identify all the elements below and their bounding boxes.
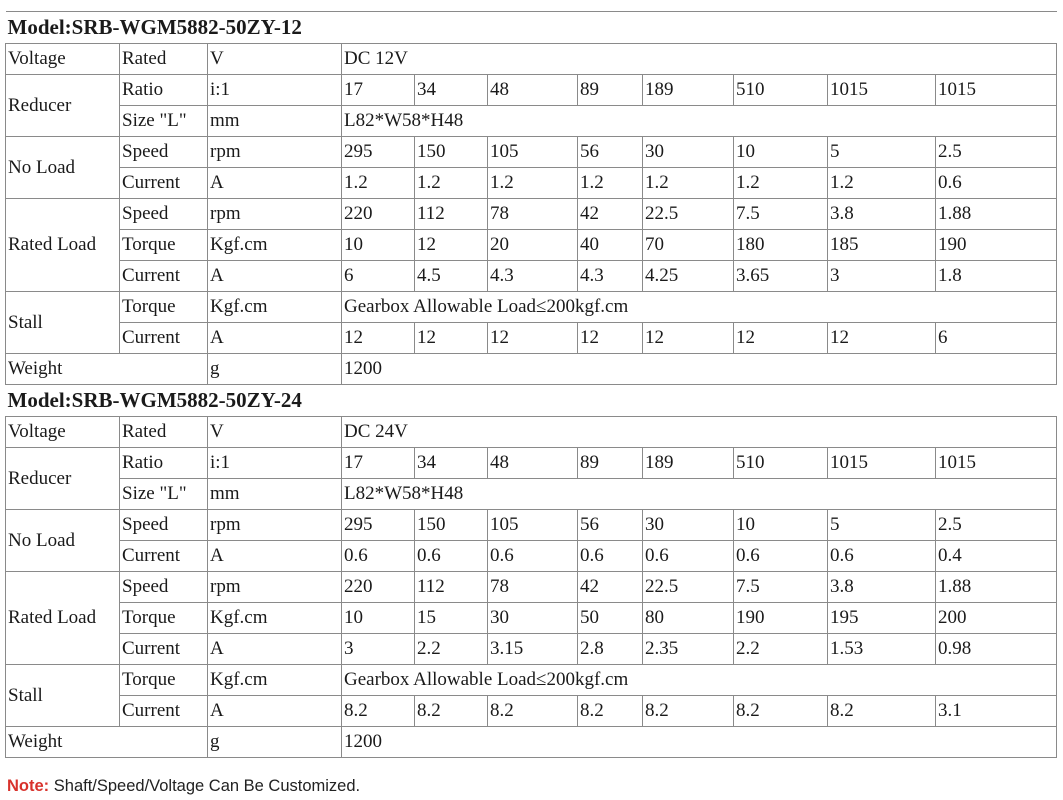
- no-load-current-value: 1.2: [734, 168, 828, 199]
- stall-current-row: [6, 696, 1057, 727]
- no-load-current-value: 0.4: [936, 541, 1057, 572]
- row-sub-label: Size "L": [120, 479, 208, 510]
- ratio-value: 510: [734, 448, 828, 479]
- no-load-speed-value: 105: [488, 510, 578, 541]
- unit-cell: i:1: [208, 448, 342, 479]
- unit-cell: Kgf.cm: [208, 230, 342, 261]
- stall-current-value: 12: [734, 323, 828, 354]
- row-sub-label: Speed: [120, 199, 208, 230]
- stall-current-value: 12: [488, 323, 578, 354]
- row-sub-label: Torque: [120, 603, 208, 634]
- rated-load-torque-value: 12: [415, 230, 488, 261]
- rated-load-speed-row: [6, 572, 1057, 603]
- row-group-label: Stall: [6, 665, 120, 727]
- row-group-label: No Load: [6, 137, 120, 199]
- rated-load-torque-row: [6, 230, 1057, 261]
- no-load-speed-value: 10: [734, 137, 828, 168]
- model-title-row: [6, 385, 1057, 417]
- ratio-value: 189: [643, 448, 734, 479]
- rated-load-speed-value: 78: [488, 199, 578, 230]
- rated-load-torque-row: [6, 603, 1057, 634]
- rated-load-speed-value: 3.8: [828, 572, 936, 603]
- rated-load-torque-value: 190: [936, 230, 1057, 261]
- ratio-value: 17: [342, 448, 415, 479]
- note-text: Shaft/Speed/Voltage Can Be Customized.: [49, 777, 361, 795]
- row-sub-label: Current: [120, 696, 208, 727]
- unit-cell: Kgf.cm: [208, 665, 342, 696]
- row-sub-label: Torque: [120, 665, 208, 696]
- unit-cell: Kgf.cm: [208, 292, 342, 323]
- rated-load-speed-value: 220: [342, 199, 415, 230]
- rated-load-torque-value: 200: [936, 603, 1057, 634]
- rated-load-torque-value: 180: [734, 230, 828, 261]
- no-load-speed-value: 2.5: [936, 510, 1057, 541]
- voltage-value: DC 12V: [342, 44, 1057, 75]
- ratio-value: 1015: [828, 75, 936, 106]
- unit-cell: A: [208, 696, 342, 727]
- unit-cell: g: [208, 354, 342, 385]
- unit-cell: g: [208, 727, 342, 758]
- no-load-speed-value: 56: [578, 510, 643, 541]
- rated-load-torque-value: 15: [415, 603, 488, 634]
- unit-cell: A: [208, 634, 342, 665]
- row-sub-label: Current: [120, 261, 208, 292]
- row-group-label: Voltage: [6, 44, 120, 75]
- model-title-row: [6, 12, 1057, 44]
- row-group-label: No Load: [6, 510, 120, 572]
- stall-current-value: 8.2: [734, 696, 828, 727]
- voltage-row: [6, 44, 1057, 75]
- no-load-speed-value: 150: [415, 510, 488, 541]
- row-sub-label: Speed: [120, 137, 208, 168]
- rated-load-speed-value: 220: [342, 572, 415, 603]
- ratio-value: 1015: [828, 448, 936, 479]
- ratio-value: 48: [488, 448, 578, 479]
- row-sub-label: Current: [120, 634, 208, 665]
- rated-load-speed-value: 1.88: [936, 199, 1057, 230]
- no-load-current-value: 1.2: [342, 168, 415, 199]
- no-load-current-value: 0.6: [828, 541, 936, 572]
- rated-load-torque-value: 190: [734, 603, 828, 634]
- rated-load-current-value: 6: [342, 261, 415, 292]
- no-load-speed-value: 150: [415, 137, 488, 168]
- no-load-speed-value: 30: [643, 137, 734, 168]
- ratio-value: 34: [415, 75, 488, 106]
- row-sub-label: Current: [120, 323, 208, 354]
- rated-load-speed-row: [6, 199, 1057, 230]
- rated-load-current-row: [6, 634, 1057, 665]
- ratio-value: 48: [488, 75, 578, 106]
- rated-load-torque-value: 195: [828, 603, 936, 634]
- rated-load-torque-value: 50: [578, 603, 643, 634]
- note-label: Note:: [7, 777, 50, 795]
- rated-load-torque-value: 80: [643, 603, 734, 634]
- no-load-current-value: 1.2: [415, 168, 488, 199]
- voltage-value: DC 24V: [342, 417, 1057, 448]
- stall-current-value: 8.2: [488, 696, 578, 727]
- no-load-speed-value: 105: [488, 137, 578, 168]
- no-load-current-value: 1.2: [828, 168, 936, 199]
- stall-torque-value: Gearbox Allowable Load≤200kgf.cm: [342, 292, 1057, 323]
- stall-current-value: 8.2: [342, 696, 415, 727]
- no-load-current-value: 0.6: [415, 541, 488, 572]
- weight-value: 1200: [342, 727, 1057, 758]
- rated-load-speed-value: 3.8: [828, 199, 936, 230]
- row-sub-label: Torque: [120, 230, 208, 261]
- no-load-current-value: 1.2: [578, 168, 643, 199]
- no-load-speed-value: 2.5: [936, 137, 1057, 168]
- rated-load-current-value: 1.8: [936, 261, 1057, 292]
- unit-cell: A: [208, 323, 342, 354]
- rated-load-current-value: 2.8: [578, 634, 643, 665]
- rated-load-current-value: 3.65: [734, 261, 828, 292]
- no-load-current-row: [6, 168, 1057, 199]
- no-load-current-value: 0.6: [578, 541, 643, 572]
- stall-current-value: 8.2: [415, 696, 488, 727]
- stall-current-value: 6: [936, 323, 1057, 354]
- stall-current-value: 8.2: [643, 696, 734, 727]
- no-load-current-value: 1.2: [643, 168, 734, 199]
- row-group-label: Stall: [6, 292, 120, 354]
- unit-cell: mm: [208, 479, 342, 510]
- rated-load-speed-value: 7.5: [734, 199, 828, 230]
- rated-load-torque-value: 70: [643, 230, 734, 261]
- no-load-speed-row: [6, 137, 1057, 168]
- rated-load-torque-value: 20: [488, 230, 578, 261]
- rated-load-current-value: 3: [342, 634, 415, 665]
- row-group-label: Voltage: [6, 417, 120, 448]
- rated-load-speed-value: 112: [415, 572, 488, 603]
- row-group-label: Weight: [6, 727, 208, 758]
- rated-load-speed-value: 1.88: [936, 572, 1057, 603]
- row-sub-label: Size "L": [120, 106, 208, 137]
- row-sub-label: Current: [120, 168, 208, 199]
- rated-load-current-value: 1.53: [828, 634, 936, 665]
- unit-cell: i:1: [208, 75, 342, 106]
- size-value: L82*W58*H48: [342, 106, 1057, 137]
- ratio-value: 17: [342, 75, 415, 106]
- unit-cell: rpm: [208, 572, 342, 603]
- no-load-speed-value: 30: [643, 510, 734, 541]
- no-load-current-value: 0.6: [936, 168, 1057, 199]
- rated-load-torque-value: 10: [342, 603, 415, 634]
- rated-load-torque-value: 185: [828, 230, 936, 261]
- spec-table: [5, 11, 1057, 758]
- rated-load-current-value: 2.2: [415, 634, 488, 665]
- unit-cell: A: [208, 261, 342, 292]
- unit-cell: A: [208, 168, 342, 199]
- model-title: Model:SRB-WGM5882-50ZY-24: [6, 385, 1057, 417]
- stall-torque-row: [6, 292, 1057, 323]
- unit-cell: rpm: [208, 199, 342, 230]
- no-load-speed-value: 295: [342, 510, 415, 541]
- no-load-current-value: 0.6: [488, 541, 578, 572]
- no-load-current-value: 0.6: [342, 541, 415, 572]
- rated-load-speed-value: 78: [488, 572, 578, 603]
- rated-load-speed-value: 22.5: [643, 572, 734, 603]
- ratio-value: 189: [643, 75, 734, 106]
- row-sub-label: Rated: [120, 417, 208, 448]
- rated-load-current-value: 4.3: [578, 261, 643, 292]
- weight-row: [6, 354, 1057, 385]
- rated-load-current-value: 2.2: [734, 634, 828, 665]
- rated-load-current-row: [6, 261, 1057, 292]
- rated-load-torque-value: 40: [578, 230, 643, 261]
- row-group-label: Rated Load: [6, 199, 120, 292]
- row-sub-label: Rated: [120, 44, 208, 75]
- rated-load-torque-value: 30: [488, 603, 578, 634]
- ratio-value: 89: [578, 75, 643, 106]
- no-load-speed-row: [6, 510, 1057, 541]
- row-sub-label: Ratio: [120, 448, 208, 479]
- stall-current-row: [6, 323, 1057, 354]
- row-group-label: Reducer: [6, 448, 120, 510]
- rated-load-current-value: 3: [828, 261, 936, 292]
- unit-cell: V: [208, 44, 342, 75]
- stall-current-value: 12: [578, 323, 643, 354]
- ratio-value: 510: [734, 75, 828, 106]
- ratio-row: [6, 448, 1057, 479]
- no-load-speed-value: 5: [828, 137, 936, 168]
- stall-torque-row: [6, 665, 1057, 696]
- rated-load-current-value: 4.3: [488, 261, 578, 292]
- size-row: [6, 479, 1057, 510]
- rated-load-current-value: 4.5: [415, 261, 488, 292]
- rated-load-speed-value: 112: [415, 199, 488, 230]
- unit-cell: V: [208, 417, 342, 448]
- row-group-label: Reducer: [6, 75, 120, 137]
- row-group-label: Weight: [6, 354, 208, 385]
- size-row: [6, 106, 1057, 137]
- voltage-row: [6, 417, 1057, 448]
- no-load-speed-value: 5: [828, 510, 936, 541]
- row-sub-label: Speed: [120, 510, 208, 541]
- stall-torque-value: Gearbox Allowable Load≤200kgf.cm: [342, 665, 1057, 696]
- no-load-speed-value: 10: [734, 510, 828, 541]
- ratio-value: 34: [415, 448, 488, 479]
- stall-current-value: 12: [342, 323, 415, 354]
- weight-row: [6, 727, 1057, 758]
- rated-load-speed-value: 7.5: [734, 572, 828, 603]
- no-load-speed-value: 56: [578, 137, 643, 168]
- ratio-value: 1015: [936, 448, 1057, 479]
- row-group-label: Rated Load: [6, 572, 120, 665]
- stall-current-value: 3.1: [936, 696, 1057, 727]
- no-load-current-row: [6, 541, 1057, 572]
- unit-cell: mm: [208, 106, 342, 137]
- stall-current-value: 8.2: [828, 696, 936, 727]
- rated-load-speed-value: 42: [578, 199, 643, 230]
- row-sub-label: Current: [120, 541, 208, 572]
- no-load-current-value: 1.2: [488, 168, 578, 199]
- rated-load-current-value: 4.25: [643, 261, 734, 292]
- weight-value: 1200: [342, 354, 1057, 385]
- no-load-current-value: 0.6: [643, 541, 734, 572]
- no-load-current-value: 0.6: [734, 541, 828, 572]
- size-value: L82*W58*H48: [342, 479, 1057, 510]
- row-sub-label: Torque: [120, 292, 208, 323]
- ratio-value: 1015: [936, 75, 1057, 106]
- stall-current-value: 12: [643, 323, 734, 354]
- unit-cell: rpm: [208, 137, 342, 168]
- unit-cell: A: [208, 541, 342, 572]
- no-load-speed-value: 295: [342, 137, 415, 168]
- ratio-row: [6, 75, 1057, 106]
- model-title: Model:SRB-WGM5882-50ZY-12: [6, 12, 1057, 44]
- unit-cell: rpm: [208, 510, 342, 541]
- customization-note: [7, 777, 360, 796]
- row-sub-label: Ratio: [120, 75, 208, 106]
- stall-current-value: 12: [415, 323, 488, 354]
- ratio-value: 89: [578, 448, 643, 479]
- rated-load-speed-value: 42: [578, 572, 643, 603]
- stall-current-value: 8.2: [578, 696, 643, 727]
- rated-load-current-value: 2.35: [643, 634, 734, 665]
- unit-cell: Kgf.cm: [208, 603, 342, 634]
- stall-current-value: 12: [828, 323, 936, 354]
- row-sub-label: Speed: [120, 572, 208, 603]
- rated-load-current-value: 3.15: [488, 634, 578, 665]
- rated-load-speed-value: 22.5: [643, 199, 734, 230]
- rated-load-torque-value: 10: [342, 230, 415, 261]
- rated-load-current-value: 0.98: [936, 634, 1057, 665]
